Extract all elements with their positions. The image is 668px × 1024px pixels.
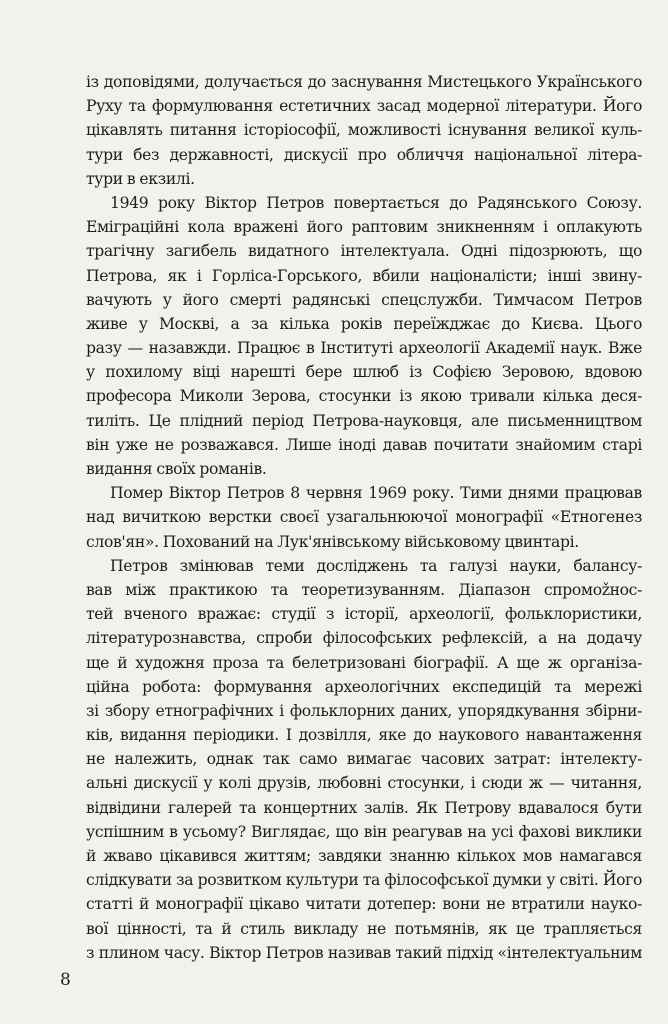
text-line: й жваво цікавився життям; завдяки знанню кількох мов намагався bbox=[86, 847, 642, 865]
text-line: зі збору етнографічних і фольклорних даних, упорядкування збірни- bbox=[86, 701, 642, 720]
text-line: вачують у його смерті радянські спецслужби. Тимчасом Петров bbox=[86, 290, 642, 309]
text-line: статті й монографії цікаво читати дотепер: вони не втратили науко- bbox=[86, 895, 642, 914]
text-line: тури в екзилі. bbox=[86, 169, 195, 188]
text-line: не належить, однак так само вимагає часових затрат: інтелекту- bbox=[86, 750, 642, 769]
text-line: слов'ян». Похований на Лук'янівському військовому цвинтарі. bbox=[86, 532, 579, 551]
text-line: літературознавства, спроби філософських рефлексій, а на додачу bbox=[86, 629, 642, 648]
text-line: Руху та формулювання естетичних засад модерної літератури. Його bbox=[86, 97, 642, 116]
text-line: він уже не розважався. Лише іноді давав почитати знайомим старі bbox=[86, 435, 642, 454]
body-text bbox=[86, 70, 642, 965]
page-number: 8 bbox=[60, 970, 71, 990]
text-line: видання своїх романів. bbox=[86, 460, 267, 478]
text-line: відвідини галерей та концертних залів. Як Петрову вдавалося бути bbox=[86, 798, 642, 817]
text-line: вої цінності, та й стиль викладу не потьмянів, як це трапляється bbox=[86, 919, 642, 938]
text-line: разу — назавжди. Працює в Інституті археології Академії наук. Вже bbox=[86, 339, 642, 358]
text-line: тиліть. Це плідний період Петрова-науковця, але письменництвом bbox=[86, 411, 642, 430]
text-line: професора Миколи Зерова, стосунки із якою тривали кілька деся- bbox=[86, 387, 642, 406]
text-line: альні дискусії у колі друзів, любовні стосунки, і сюди ж — читання, bbox=[86, 774, 642, 793]
text-line: ще й художня проза та белетризовані біографії. А ще ж організа- bbox=[86, 653, 642, 672]
text-line: ційна робота: формування археологічних експедицій та мережі bbox=[86, 677, 642, 696]
text-line: з плином часу. Віктор Петров називав такий підхід «інтелектуальним bbox=[86, 943, 642, 962]
text-line: живе у Москві, а за кілька років переїжджає до Києва. Цього bbox=[86, 314, 642, 333]
text-line: Петров змінював теми досліджень та галузі науки, балансу- bbox=[110, 556, 642, 575]
text-line: над вичиткою верстки своєї узагальнюючої монографії «Етногенез bbox=[86, 508, 642, 527]
text-line: Помер Віктор Петров 8 червня 1969 року. Тими днями працював bbox=[110, 484, 642, 503]
text-line: ків, видання періодики. І дозвілля, яке до наукового навантаження bbox=[86, 726, 642, 745]
text-line: вав між практикою та теоретизуванням. Діапазон спромožнос- bbox=[86, 580, 642, 599]
text-line: успішним в усьому? Виглядає, що він реагував на усі фахові виклики bbox=[86, 822, 642, 841]
text-line: Петрова, як і Горліса-Горського, вбили націоналісти; інші звину- bbox=[86, 266, 642, 285]
text-line: 1949 року Віктор Петров повертається до Радянського Союзу. bbox=[110, 193, 642, 212]
text-line: Еміграційні кола вражені його раптовим зникненням і оплакують bbox=[86, 218, 642, 237]
text-line: трагічну загибель видатного інтелектуала. Одні підозрюють, що bbox=[86, 242, 642, 261]
text-line: цікавлять питання історіософії, можливості існування великої куль- bbox=[86, 121, 642, 140]
text-line: у похилому віці нарешті бере шлюб із Софією Зеровою, вдовою bbox=[86, 363, 642, 382]
text-line: тей вченого вражає: студії з історії, археології, фольклористики, bbox=[86, 605, 642, 624]
text-line: із доповідями, долучається до заснування Мистецького Українського bbox=[86, 73, 642, 91]
text-line: слідкувати за розвитком культури та філософської думки у світі. Його bbox=[86, 871, 642, 890]
text-line: тури без державності, дискусії про обличчя національної літера- bbox=[86, 145, 642, 164]
